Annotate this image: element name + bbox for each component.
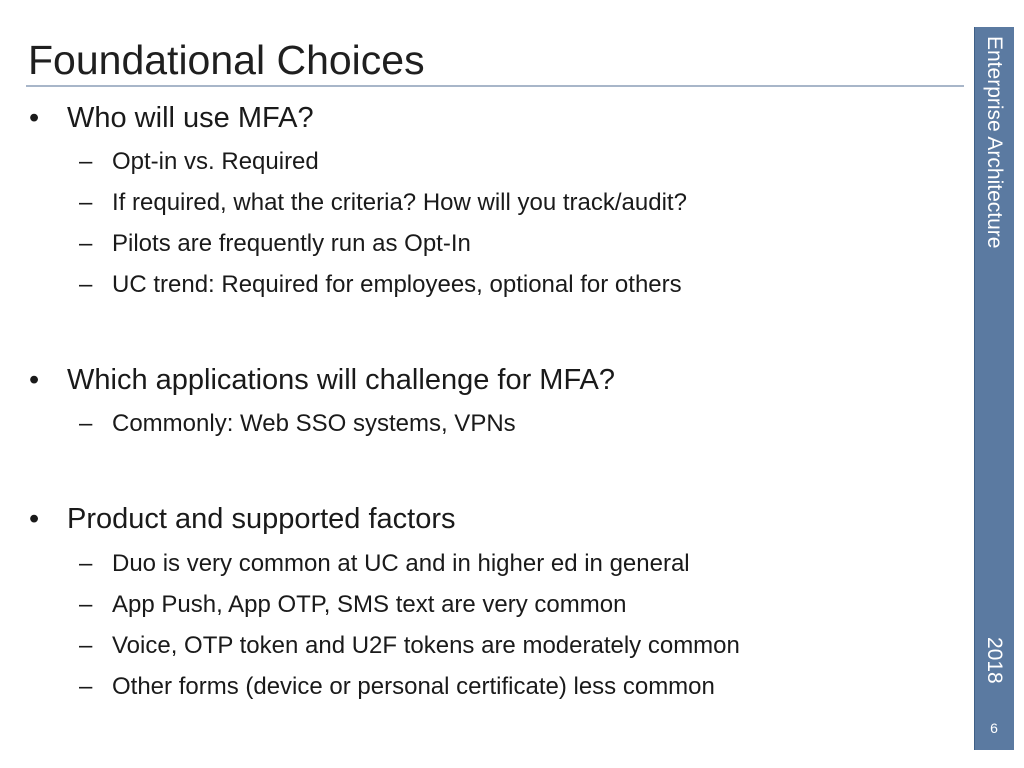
sub-item-text: App Push, App OTP, SMS text are very common — [112, 591, 627, 618]
sub-marker: – — [79, 189, 93, 216]
sub-marker: – — [79, 148, 93, 175]
sub-item-text: If required, what the criteria? How will you track/audit? — [112, 189, 687, 216]
sub-item-text: Opt-in vs. Required — [112, 148, 319, 175]
sub-marker: – — [79, 410, 93, 437]
sub-item-text: Pilots are frequently run as Opt-In — [112, 230, 471, 257]
sub-item-text: Duo is very common at UC and in higher ed in general — [112, 550, 690, 577]
sub-marker: – — [79, 271, 93, 298]
sub-item-text: Other forms (device or personal certificate) less common — [112, 673, 715, 700]
bullet-marker: • — [29, 102, 40, 134]
sub-item-text: Commonly: Web SSO systems, VPNs — [112, 410, 516, 437]
sub-marker: – — [79, 632, 93, 659]
bullet-marker: • — [29, 364, 40, 396]
sub-marker: – — [79, 673, 93, 700]
page-number: 6 — [990, 720, 998, 736]
slide-title: Foundational Choices — [28, 37, 425, 83]
sidebar-section-label: Enterprise Architecture — [983, 36, 1006, 249]
sub-marker: – — [79, 230, 93, 257]
sub-item-text: UC trend: Required for employees, optional for others — [112, 271, 682, 298]
sidebar-year-label: 2018 — [983, 637, 1006, 684]
bullet-text: Which applications will challenge for MFA? — [67, 364, 616, 396]
bullet-marker: • — [29, 503, 40, 535]
bullet-text: Who will use MFA? — [67, 102, 314, 134]
bullet-text: Product and supported factors — [67, 503, 456, 535]
sub-item-text: Voice, OTP token and U2F tokens are moderately common — [112, 632, 740, 659]
sub-marker: – — [79, 550, 93, 577]
sub-marker: – — [79, 591, 93, 618]
